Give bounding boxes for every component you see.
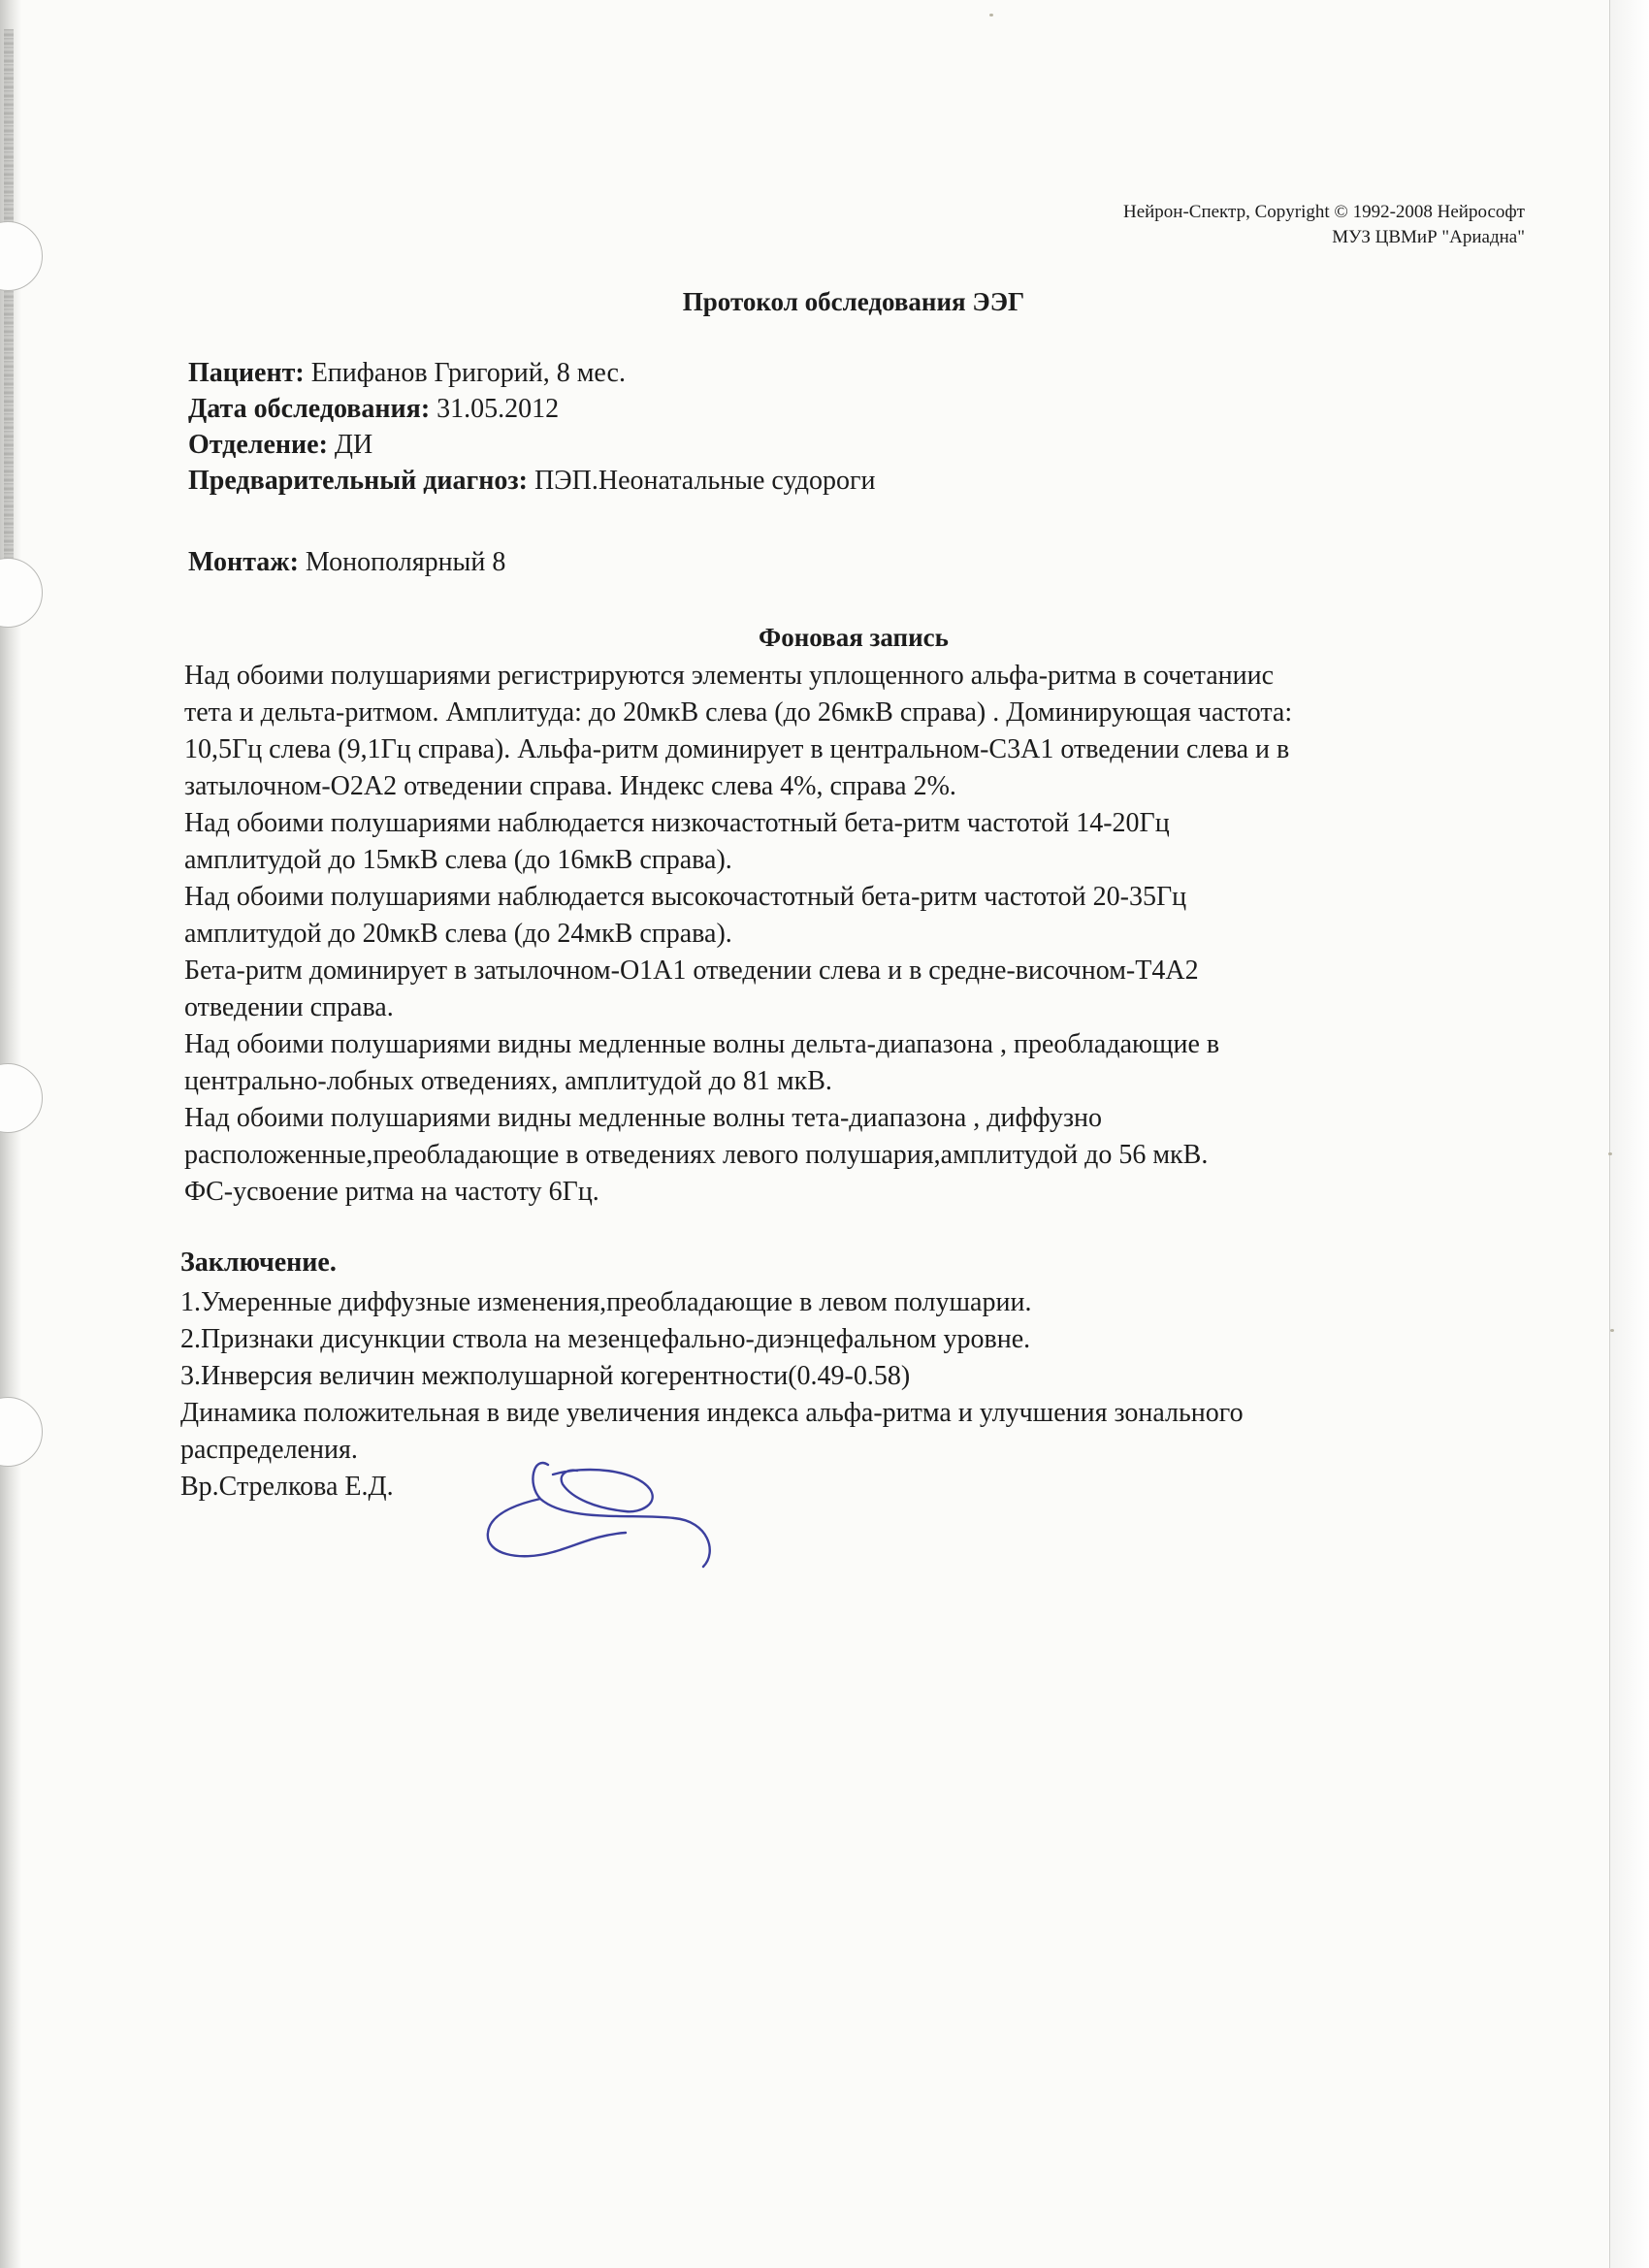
text-line: амплитудой до 20мкВ слева (до 24мкВ справа). (184, 919, 732, 949)
punch-hole (0, 558, 43, 628)
page-right-edge (1609, 0, 1649, 2268)
punch-hole (0, 1397, 43, 1467)
conclusion-text (180, 1284, 1538, 1506)
department-label: Отделение: (188, 430, 328, 460)
exam-date-row (188, 391, 875, 427)
conclusion-line: 1.Умеренные диффузные изменения,преобладающие в левом полушарии. (180, 1287, 1032, 1317)
diagnosis-value: ПЭП.Неонатальные судороги (527, 466, 876, 496)
conclusion-line: Динамика положительная в виде увеличения индекса альфа-ритма и улучшения зонального (180, 1398, 1244, 1428)
patient-row (188, 355, 875, 391)
conclusion-title: Заключение. (180, 1247, 337, 1278)
text-line: центрально-лобных отведениях, амплитудой до 81 мкВ. (184, 1066, 832, 1096)
text-line: 10,5Гц слева (9,1Гц справа). Альфа-ритм доминирует в центральном-C3A1 отведении слева и в (184, 734, 1290, 764)
exam-date-value: 31.05.2012 (430, 394, 560, 424)
text-line: Над обоими полушариями наблюдается высокочастотный бета-ритм частотой 20-35Гц (184, 882, 1187, 912)
text-line: тета и дельта-ритмом. Амплитуда: до 20мкВ слева (до 26мкВ справа) . Доминирующая частота: (184, 697, 1293, 728)
patient-value: Епифанов Григорий, 8 мес. (304, 358, 626, 388)
punch-hole (0, 1063, 43, 1133)
scan-speck (989, 14, 993, 16)
text-line: Над обоими полушариями наблюдается низкочастотный бета-ритм частотой 14-20Гц (184, 808, 1170, 838)
text-line: расположенные,преобладающие в отведениях левого полушария,амплитудой до 56 мкВ. (184, 1140, 1209, 1170)
montage-value: Монополярный 8 (298, 547, 506, 577)
text-line: ФС-усвоение ритма на частоту 6Гц. (184, 1177, 599, 1207)
diagnosis-row (188, 463, 875, 499)
conclusion-line: 2.Признаки дисункции ствола на мезенцефально-диэнцефальном уровне. (180, 1324, 1031, 1354)
software-copyright: Нейрон-Спектр, Copyright © 1992-2008 Нейрософт (1122, 202, 1525, 222)
text-line: Над обоими полушариями регистрируются элементы уплощенного альфа-ритма в сочетаниис (184, 661, 1275, 691)
text-line: отведении справа. (184, 992, 394, 1022)
institution-name: МУЗ ЦВМиР "Ариадна" (1332, 227, 1525, 247)
text-line: Бета-ритм доминирует в затылочном-O1A1 отведении слева и в средне-височном-T4A2 (184, 956, 1199, 986)
conclusion-line: 3.Инверсия величин межполушарной когерентности(0.49-0.58) (180, 1361, 911, 1391)
doctor-name: Вр.Стрелкова Е.Д. (180, 1472, 394, 1502)
punch-hole (0, 221, 43, 291)
background-section-text (184, 658, 1542, 1211)
patient-label: Пациент: (188, 358, 305, 388)
text-line: Над обоими полушариями видны медленные волны тета-диапазона , диффузно (184, 1103, 1102, 1133)
exam-date-label: Дата обследования: (188, 394, 431, 424)
montage-label: Монтаж: (188, 547, 299, 577)
text-line: амплитудой до 15мкВ слева (до 16мкВ справа). (184, 845, 732, 875)
document-title: Протокол обследования ЭЭГ (682, 287, 1025, 316)
diagnosis-label: Предварительный диагноз: (188, 466, 528, 496)
handwritten-signature (480, 1445, 732, 1581)
text-line: Над обоими полушариями видны медленные волны дельта-диапазона , преобладающие в (184, 1029, 1220, 1059)
scan-speck (1608, 1152, 1612, 1155)
department-value: ДИ (327, 430, 373, 460)
document-header (1123, 200, 1525, 250)
background-section-title: Фоновая запись (759, 623, 949, 652)
patient-info (188, 355, 875, 499)
department-row (188, 427, 875, 463)
conclusion-line: распределения. (180, 1435, 358, 1465)
montage-row (188, 544, 505, 580)
text-line: затылочном-O2A2 отведении справа. Индекс слева 4%, справа 2%. (184, 771, 956, 801)
scan-speck (1610, 1329, 1614, 1332)
